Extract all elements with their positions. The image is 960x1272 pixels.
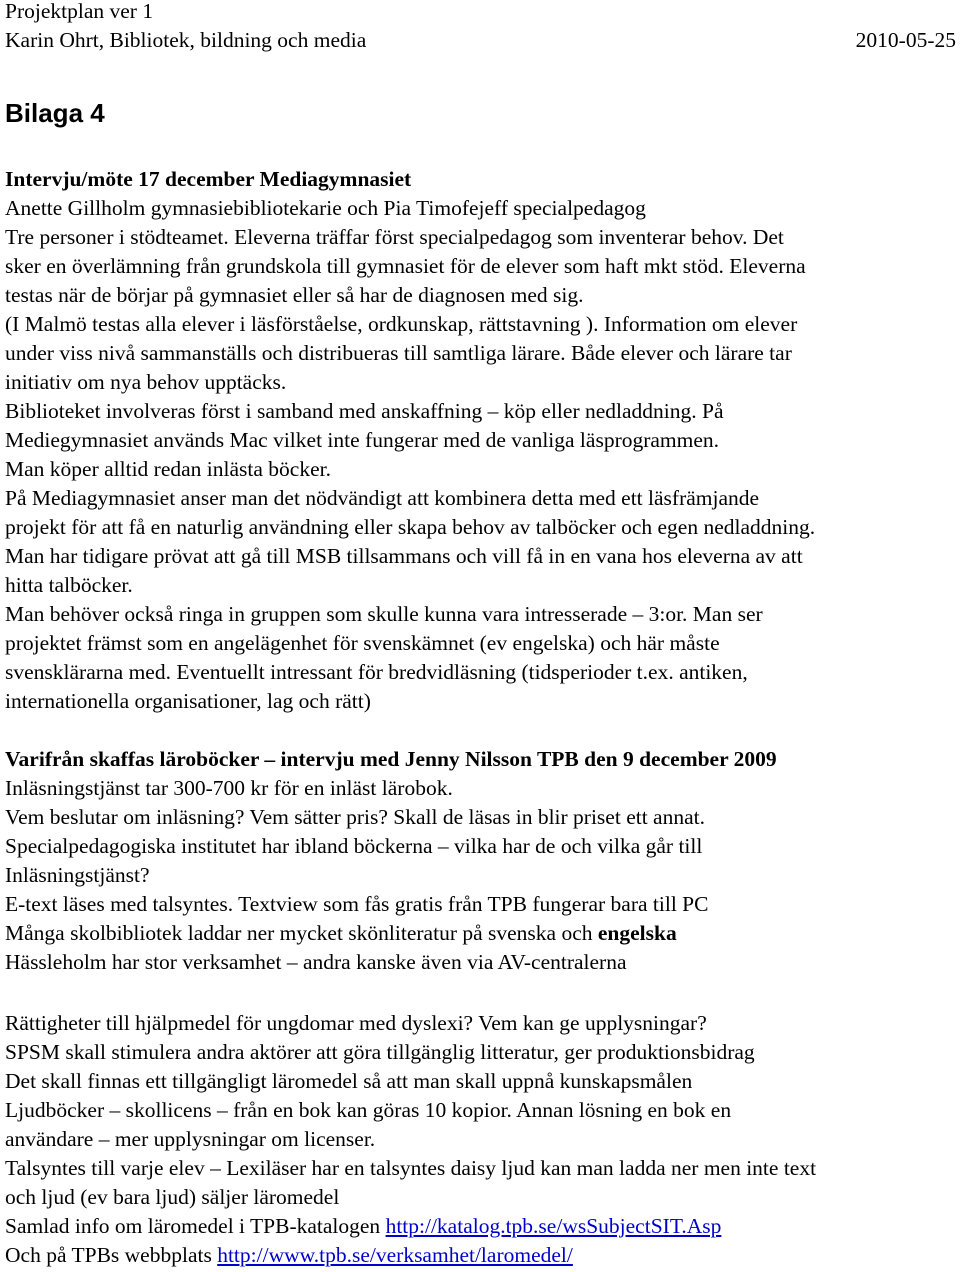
tpb-laromedel-link[interactable]: http://www.tpb.se/verksamhet/laromedel/ [217,1243,573,1267]
paragraph-line: Man har tidigare prövat att gå till MSB tillsammans och vill få in en vana hos eleverna av att [5,544,803,568]
paragraph-line: svensklärarna med. Eventuellt intressant för bredvidläsning (tidsperioder t.ex. antiken, [5,660,748,684]
line-text: Och på TPBs webbplats [5,1243,218,1267]
paragraph-line: På Mediagymnasiet anser man det nödvändigt att kombinera detta med ett läsfrämjande [5,486,760,510]
paragraph-line: Inläsningstjänst? [5,863,150,887]
paragraph-line: E-text läses med talsyntes. Textview som fås gratis från TPB fungerar bara till PC [5,892,709,916]
header-date: 2010-05-25 [855,28,956,52]
paragraph-line: Specialpedagogiska institutet har ibland böckerna – vilka har de och vilka går till [5,834,703,858]
paragraph-line: Man behöver också ringa in gruppen som skulle kunna vara intresserade – 3:or. Man ser [5,602,763,626]
paragraph-line: SPSM skall stimulera andra aktörer att göra tillgänglig litteratur, ger produktionsbidrag [5,1040,755,1064]
paragraph-line: Det skall finnas ett tillgängligt läromedel så att man skall uppnå kunskapsmålen [5,1069,693,1093]
header-author: Karin Ohrt, Bibliotek, bildning och media [5,28,367,52]
bold-word: engelska [597,921,677,945]
paragraph-line: och ljud (ev bara ljud) säljer läromedel [5,1185,340,1209]
page-heading: Bilaga 4 [5,98,105,128]
paragraph-line: initiativ om nya behov upptäcks. [5,370,287,394]
header-title: Projektplan ver 1 [5,0,154,23]
paragraph-line: Anette Gillholm gymnasiebibliotekarie och Pia Timofejeff specialpedagog [5,196,646,220]
line-text: Samlad info om läromedel i TPB-katalogen [5,1214,386,1238]
paragraph-line: Mediegymnasiet används Mac vilket inte fungerar med de vanliga läsprogrammen. [5,428,720,452]
paragraph-line: projektet främst som en angelägenhet för svenskämnet (ev engelska) och här måste [5,631,720,655]
line-text: Många skolbibliotek laddar ner mycket skönliteratur på svenska och [5,921,598,945]
section-2-title: Varifrån skaffas läroböcker – intervju med Jenny Nilsson TPB den 9 december 2009 [5,747,777,771]
paragraph-line: (I Malmö testas alla elever i läsförståelse, ordkunskap, rättstavning ). Information om elever [5,312,798,336]
paragraph-line: Talsyntes till varje elev – Lexiläser har en talsyntes daisy ljud kan man ladda ner men inte text [5,1156,817,1180]
paragraph-line: sker en överlämning från grundskola till gymnasiet för de elever som haft mkt stöd. Eleverna [5,254,806,278]
paragraph-line: Hässleholm har stor verksamhet – andra kanske även via AV-centralerna [5,950,627,974]
paragraph-line: Rättigheter till hjälpmedel för ungdomar med dyslexi? Vem kan ge upplysningar? [5,1011,707,1035]
paragraph-line: projekt för att få en naturlig användning eller skapa behov av talböcker och egen nedladdning. [5,515,816,539]
paragraph-line: hitta talböcker. [5,573,133,597]
section-1-title: Intervju/möte 17 december Mediagymnasiet [5,167,412,191]
paragraph-line [5,1241,573,1269]
paragraph-line: under viss nivå sammanställs och distribueras till samtliga lärare. Både elever och lärare tar [5,341,792,365]
paragraph-line: Vem beslutar om inläsning? Vem sätter pris? Skall de läsas in blir priset ett annat. [5,805,705,829]
paragraph-line: testas när de börjar på gymnasiet eller så har de diagnosen med sig. [5,283,584,307]
paragraph-line: användare – mer upplysningar om licenser. [5,1127,376,1151]
paragraph-line [5,1212,721,1240]
paragraph-line: Inläsningstjänst tar 300-700 kr för en inläst lärobok. [5,776,453,800]
paragraph-line: Ljudböcker – skollicens – från en bok kan göras 10 kopior. Annan lösning en bok en [5,1098,732,1122]
paragraph-line: internationella organisationer, lag och rätt) [5,689,371,713]
paragraph-line: Tre personer i stödteamet. Eleverna träffar först specialpedagog som inventerar behov. Det [5,225,784,249]
tpb-katalog-link[interactable]: http://katalog.tpb.se/wsSubjectSIT.Asp [385,1214,722,1238]
paragraph-line [5,919,677,947]
paragraph-line: Biblioteket involveras först i samband med anskaffning – köp eller nedladdning. På [5,399,724,423]
paragraph-line: Man köper alltid redan inlästa böcker. [5,457,331,481]
